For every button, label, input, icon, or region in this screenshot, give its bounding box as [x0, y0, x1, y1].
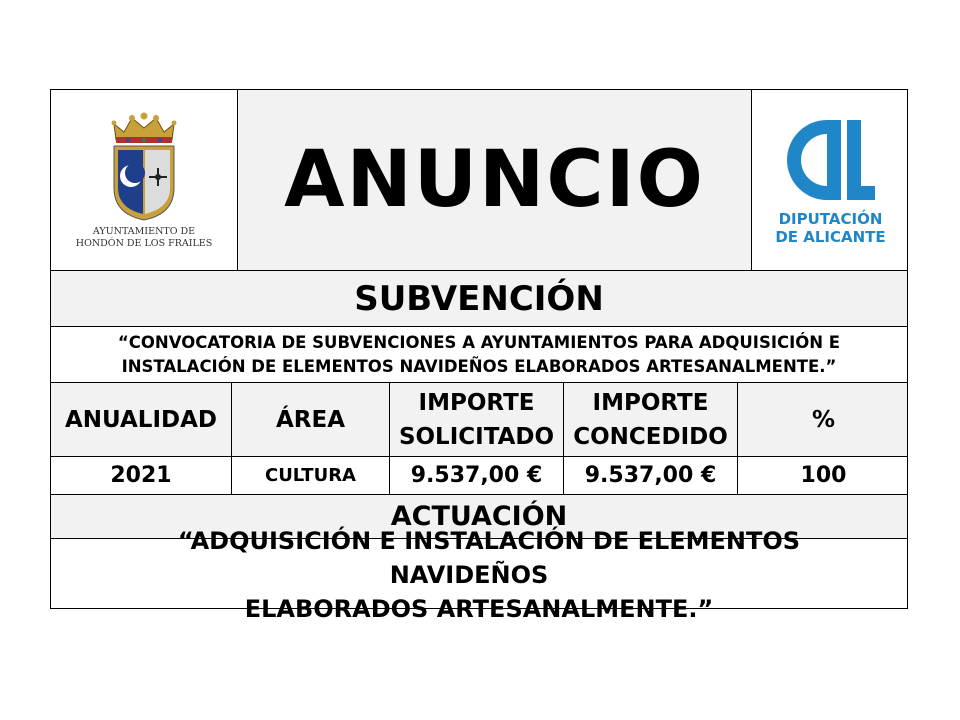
- subvencion-heading-cell: [51, 271, 907, 326]
- convocatoria-cell: [51, 327, 907, 382]
- coat-of-arms-icon: [108, 110, 180, 222]
- convocatoria-row: [51, 326, 907, 382]
- caption-line-2: HONDÓN DE LOS FRAILES: [75, 238, 213, 249]
- header-row: [51, 90, 907, 270]
- table-header-row: [51, 382, 907, 456]
- diputacion-logo-icon: [783, 114, 879, 206]
- header-area: ÁREA: [231, 383, 389, 456]
- diputacion-text-line-2: DE ALICANTE: [775, 228, 886, 246]
- cell-porcentaje: 100: [737, 457, 909, 494]
- actuacion-description-cell: [51, 526, 907, 623]
- diputacion-text: [775, 210, 885, 246]
- ayuntamiento-caption: [76, 226, 212, 250]
- convocatoria-text: “CONVOCATORIA DE SUBVENCIONES A AYUNTAMIENTOS PARA ADQUISICIÓN E INSTALACIÓN DE ELEMENTOS NAVIDEÑOS ELABORADOS ARTESANALMENTE.”: [117, 332, 841, 376]
- title-cell: [237, 90, 751, 270]
- cell-importe-concedido: 9.537,00 €: [563, 457, 737, 494]
- actuacion-description-row: [51, 526, 907, 623]
- actuacion-description: “ADQUISICIÓN E INSTALACIÓN DE ELEMENTOS NAVIDEÑOS ELABORADOS ARTESANALMENTE.”: [177, 526, 801, 623]
- table-row: [51, 456, 907, 494]
- caption-line-1: AYUNTAMIENTO DE: [92, 226, 196, 237]
- actuacion-heading: ACTUACIÓN: [390, 501, 568, 532]
- cell-area: CULTURA: [231, 457, 389, 494]
- page-title: ANUNCIO: [284, 135, 705, 225]
- subvencion-row: [51, 270, 907, 326]
- ayuntamiento-logo: [51, 90, 237, 270]
- cell-importe-solicitado: 9.537,00 €: [389, 457, 563, 494]
- diputacion-text-line-1: DIPUTACIÓN: [778, 210, 883, 228]
- header-importe-concedido: IMPORTE CONCEDIDO: [563, 383, 737, 456]
- header-anualidad: ANUALIDAD: [64, 406, 217, 433]
- header-importe-solicitado: IMPORTE SOLICITADO: [389, 383, 563, 456]
- subvencion-heading: SUBVENCIÓN: [354, 278, 604, 319]
- cell-anualidad: 2021: [110, 463, 172, 488]
- header-porcentaje: %: [737, 383, 909, 456]
- announcement-table: [50, 89, 908, 623]
- diputacion-logo: [751, 90, 909, 270]
